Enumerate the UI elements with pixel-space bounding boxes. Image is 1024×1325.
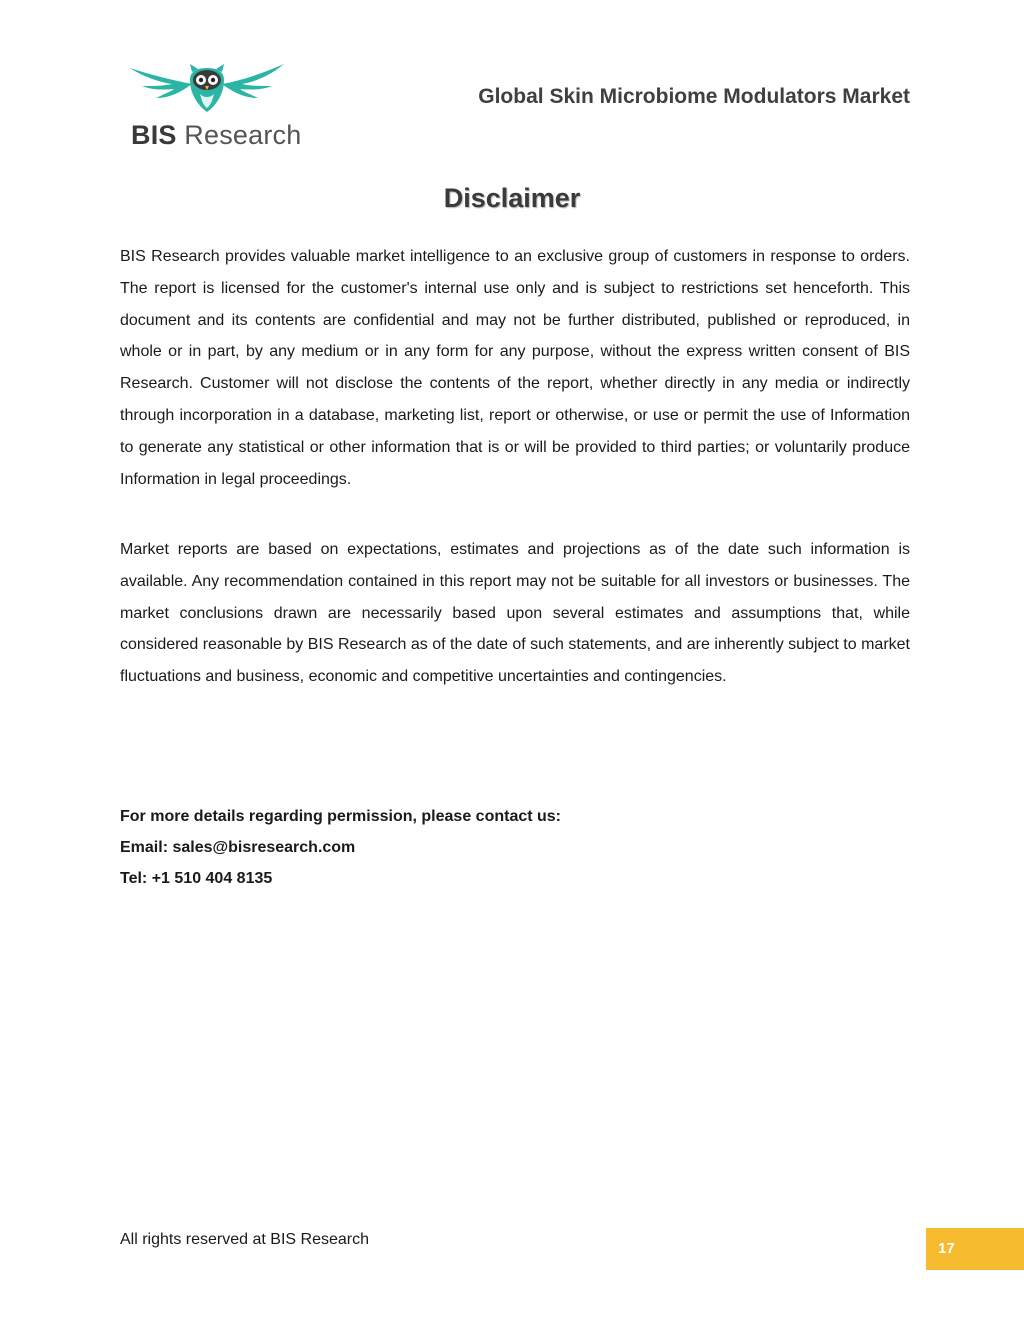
footer-rights: All rights reserved at BIS Research (120, 1231, 369, 1248)
logo-wordmark (131, 120, 301, 151)
bis-research-logo (126, 62, 302, 152)
disclaimer-paragraph-1: BIS Research provides valuable market intelligence to an exclusive group of customers in response to orders. The report is licensed for the customer's internal use only and is subject to restrictions set henceforth. This document and its contents are confidential and may not be further distributed, published or reproduced, in whole or in part, by any medium or in any form for any purpose, without the express written consent of BIS Research. Customer will not disclose the contents of the report, whether directly in any media or indirectly through incorporation in a database, marketing list, report or otherwise, or use or permit the use of Information to generate any statistical or other information that is or will be provided to third parties; or voluntarily produce Information in legal proceedings. (120, 248, 910, 488)
contact-heading: For more details regarding permission, please contact us: (120, 808, 562, 825)
page-number-badge: 17 (926, 1228, 1024, 1270)
logo-brand-bold: BIS (131, 120, 177, 150)
logo-brand-regular: Research (176, 120, 302, 150)
contact-block (120, 801, 561, 894)
contact-email[interactable]: Email: sales@bisresearch.com (120, 839, 356, 856)
disclaimer-paragraph-2: Market reports are based on expectations, estimates and projections as of the date such information is available. Any recommendation contained in this report may not be suitable for all investors or businesses. The market conclusions drawn are necessarily based upon several estimates and assumptions that, while considered reasonable by BIS Research as of the date of such statements, and are inherently subject to market fluctuations and business, economic and competitive uncertainties and contingencies. (120, 541, 910, 686)
header-title: Global Skin Microbiome Modulators Market (478, 85, 910, 108)
contact-phone[interactable]: Tel: +1 510 404 8135 (120, 870, 273, 887)
owl-icon (126, 62, 288, 118)
page-title: Disclaimer (443, 183, 581, 213)
